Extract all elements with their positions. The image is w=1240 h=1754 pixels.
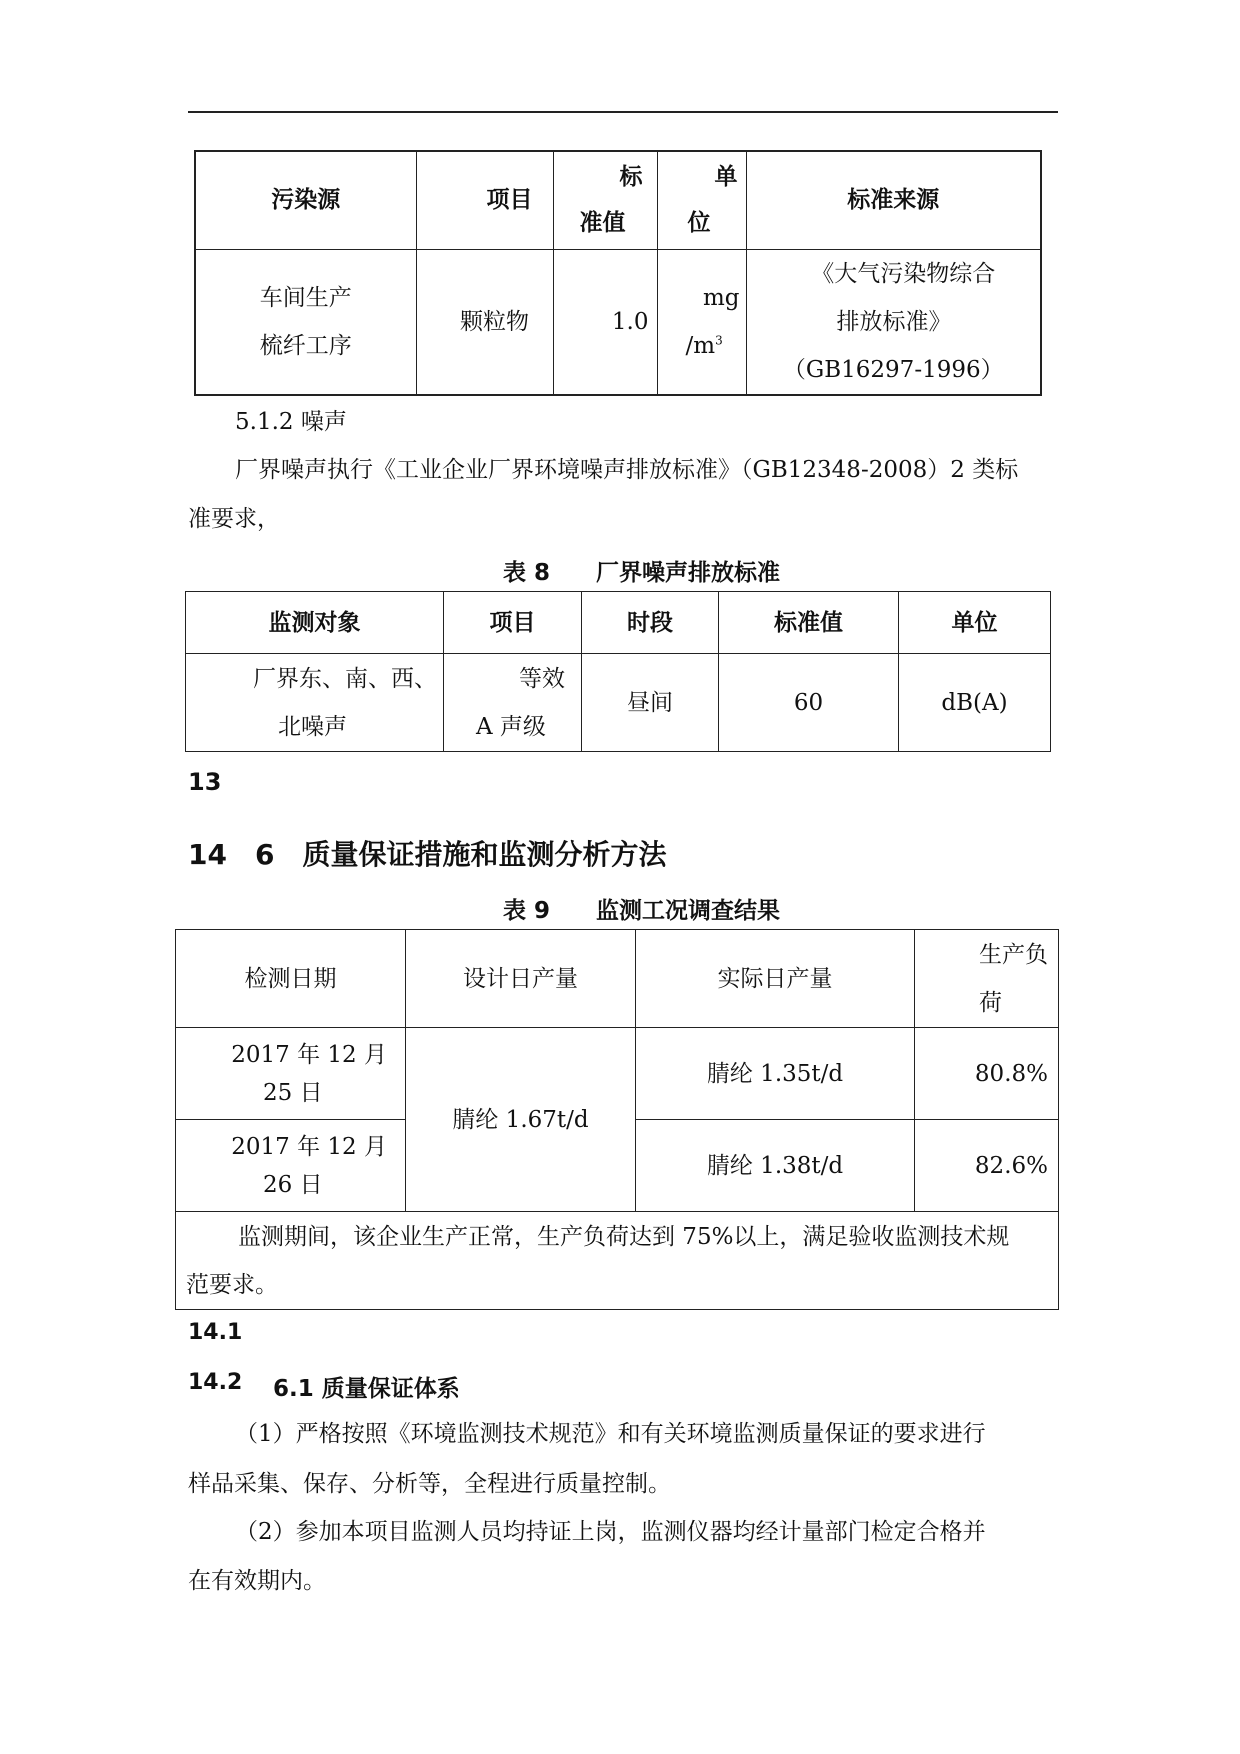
- t9-header-actual: 实际日产量: [636, 930, 915, 1028]
- heading-14: 14 6 质量保证措施和监测分析方法: [188, 838, 667, 871]
- t9-cell-design: 腈纶 1.67t/d: [406, 1028, 636, 1212]
- header-standard-source: 标准来源: [746, 151, 1041, 249]
- cell-item: 颗粒物: [416, 249, 553, 395]
- header-standard-value: 标 准值: [553, 151, 657, 249]
- air-emission-standard-table: [194, 150, 1042, 396]
- t9-cell-actual: 腈纶 1.38t/d: [636, 1120, 915, 1212]
- section-5-1-2: 5.1.2 噪声: [235, 409, 347, 435]
- t9-header-load: 生产负 荷: [915, 930, 1059, 1028]
- t9-cell-date: 2017 年 12 月 25 日: [176, 1028, 406, 1120]
- t9-cell-date: 2017 年 12 月 26 日: [176, 1120, 406, 1212]
- t8-header-value: 标准值: [719, 592, 899, 654]
- cell-unit: mg $/m^3$: [657, 249, 746, 395]
- paragraph-noise-line1: 厂界噪声执行《工业企业厂界环境噪声排放标准》（GB12348-2008）2 类标: [235, 457, 1019, 483]
- table9-caption: 表 9 监测工况调查结果: [503, 898, 781, 924]
- t8-cell-object: 厂界东、南、西、 北噪声: [186, 654, 444, 752]
- paragraph-2-line2: 在有效期内。: [188, 1568, 326, 1594]
- t9-cell-load: 80.8%: [915, 1028, 1059, 1120]
- heading-6-1: 6.1 质量保证体系: [273, 1376, 460, 1402]
- table-row: [176, 1028, 1059, 1120]
- t8-cell-unit: dB(A): [899, 654, 1051, 752]
- cell-standard-origin: 《大气污染物综合 排放标准》 （GB16297-1996）: [746, 249, 1041, 395]
- t9-note: 监测期间，该企业生产正常，生产负荷达到 75%以上，满足验收监测技术规 范要求。: [176, 1212, 1059, 1310]
- heading-13: 13: [188, 768, 222, 796]
- t9-cell-actual: 腈纶 1.35t/d: [636, 1028, 915, 1120]
- t8-header-item: 项目: [444, 592, 582, 654]
- t8-header-period: 时段: [582, 592, 719, 654]
- header-rule: [188, 111, 1058, 113]
- t9-header-date: 检测日期: [176, 930, 406, 1028]
- t8-header-object: 监测对象: [186, 592, 444, 654]
- monitoring-conditions-table: [175, 929, 1059, 1310]
- t8-header-unit: 单位: [899, 592, 1051, 654]
- header-source: 污染源: [195, 151, 416, 249]
- t8-cell-item: 等效 A 声级: [444, 654, 582, 752]
- paragraph-1-line2: 样品采集、保存、分析等，全程进行质量控制。: [188, 1471, 671, 1497]
- table8-caption: 表 8 厂界噪声排放标准: [503, 560, 781, 586]
- header-unit: 单 位: [657, 151, 746, 249]
- cell-source: 车间生产 梳纤工序: [195, 249, 416, 395]
- paragraph-noise-line2: 准要求，: [188, 506, 280, 532]
- t9-header-design: 设计日产量: [406, 930, 636, 1028]
- paragraph-2-line1: （2）参加本项目监测人员均持证上岗，监测仪器均经计量部门检定合格并: [235, 1519, 986, 1545]
- cell-value: 1.0: [553, 249, 657, 395]
- paragraph-1-line1: （1）严格按照《环境监测技术规范》和有关环境监测质量保证的要求进行: [235, 1421, 986, 1447]
- boundary-noise-table: [185, 591, 1051, 752]
- t8-cell-period: 昼间: [582, 654, 719, 752]
- heading-14-2-number: 14.2: [188, 1370, 243, 1395]
- t9-cell-load: 82.6%: [915, 1120, 1059, 1212]
- t8-cell-value: 60: [719, 654, 899, 752]
- heading-14-1: 14.1: [188, 1320, 243, 1345]
- header-item: 项目: [416, 151, 553, 249]
